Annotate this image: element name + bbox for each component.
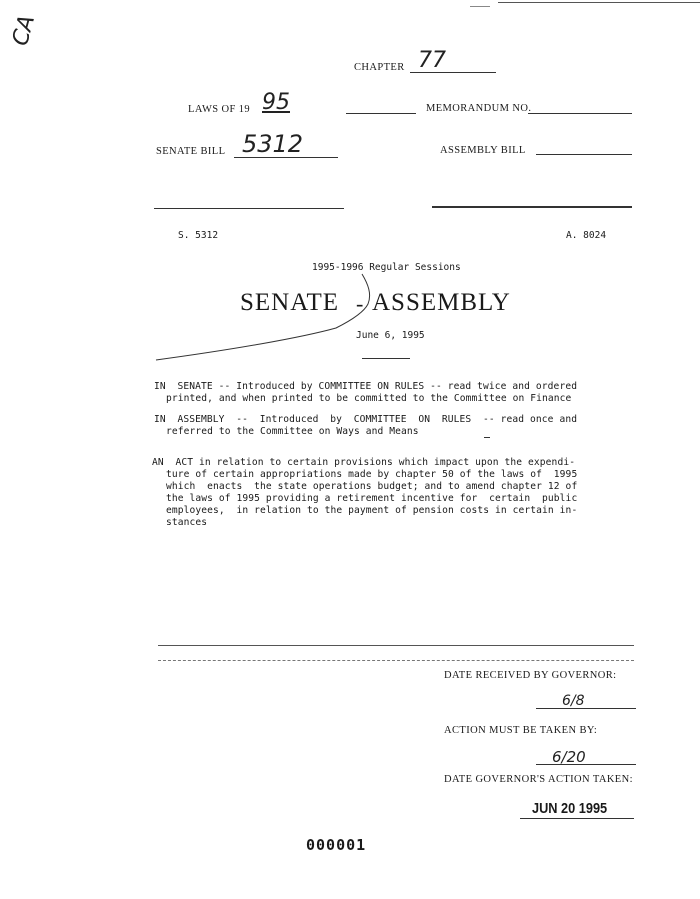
laws-value: 95	[262, 90, 290, 115]
separator-line	[154, 208, 344, 209]
title-dash: -	[356, 291, 364, 316]
received-value: 6/8	[562, 693, 585, 709]
act-text-line: AN ACT in relation to certain provisions which impact upon the expendi-	[152, 457, 576, 468]
title-assembly: ASSEMBLY	[372, 289, 511, 316]
senate-action-line: printed, and when printed to be committed to the Committee on Finance	[166, 393, 572, 404]
act-text-line: which enacts the state operations budget; and to amend chapter 12 of	[166, 481, 578, 492]
date-underline	[362, 358, 410, 359]
chapter-label: CHAPTER	[354, 62, 405, 73]
memorandum-label: MEMORANDUM NO.	[426, 103, 532, 114]
separator-line	[158, 645, 634, 646]
laws-underline	[346, 113, 416, 114]
act-text-line: stances	[166, 517, 208, 528]
separator-line	[432, 206, 632, 208]
senate-bill-value: 5312	[242, 130, 304, 158]
chapter-underline	[410, 72, 496, 73]
received-underline	[536, 708, 636, 709]
assembly-number: A. 8024	[566, 230, 607, 241]
stray-mark	[484, 437, 490, 438]
action-deadline-value: 6/20	[552, 748, 586, 766]
memorandum-underline	[528, 113, 632, 114]
chapter-value: 77	[418, 48, 446, 73]
action-taken-label: DATE GOVERNOR'S ACTION TAKEN:	[444, 774, 633, 785]
sessions: 1995-1996 Regular Sessions	[312, 262, 461, 273]
pen-stroke	[150, 272, 380, 372]
action-taken-underline	[520, 818, 634, 819]
action-deadline-label: ACTION MUST BE TAKEN BY:	[444, 725, 598, 736]
separator-line	[158, 660, 634, 661]
assembly-bill-underline	[536, 154, 632, 155]
senate-bill-label: SENATE BILL	[156, 146, 226, 157]
scan-edge-line	[498, 2, 700, 3]
page-number: 000001	[306, 836, 367, 854]
assembly-action-line: referred to the Committee on Ways and Means	[166, 426, 419, 437]
action-taken-stamp: JUN 20 1995	[532, 800, 608, 817]
bill-date: June 6, 1995	[356, 330, 425, 341]
margin-mark: CA	[8, 12, 41, 49]
scan-edge-line	[470, 6, 490, 7]
title-senate: SENATE	[240, 289, 340, 316]
assembly-action-line: IN ASSEMBLY -- Introduced by COMMITTEE ON RULES -- read once and	[154, 414, 578, 425]
senate-bill-underline	[234, 157, 338, 158]
senate-number: S. 5312	[178, 230, 219, 241]
action-deadline-underline	[536, 764, 636, 765]
act-text-line: employees, in relation to the payment of pension costs in certain in-	[166, 505, 578, 516]
act-text-line: the laws of 1995 providing a retirement incentive for certain public	[166, 493, 578, 504]
assembly-bill-label: ASSEMBLY BILL	[440, 145, 526, 156]
senate-action-line: IN SENATE -- Introduced by COMMITTEE ON RULES -- read twice and ordered	[154, 381, 578, 392]
act-text-line: ture of certain appropriations made by chapter 50 of the laws of 1995	[166, 469, 578, 480]
received-label: DATE RECEIVED BY GOVERNOR:	[444, 670, 617, 681]
laws-label: LAWS OF 19	[188, 104, 251, 115]
